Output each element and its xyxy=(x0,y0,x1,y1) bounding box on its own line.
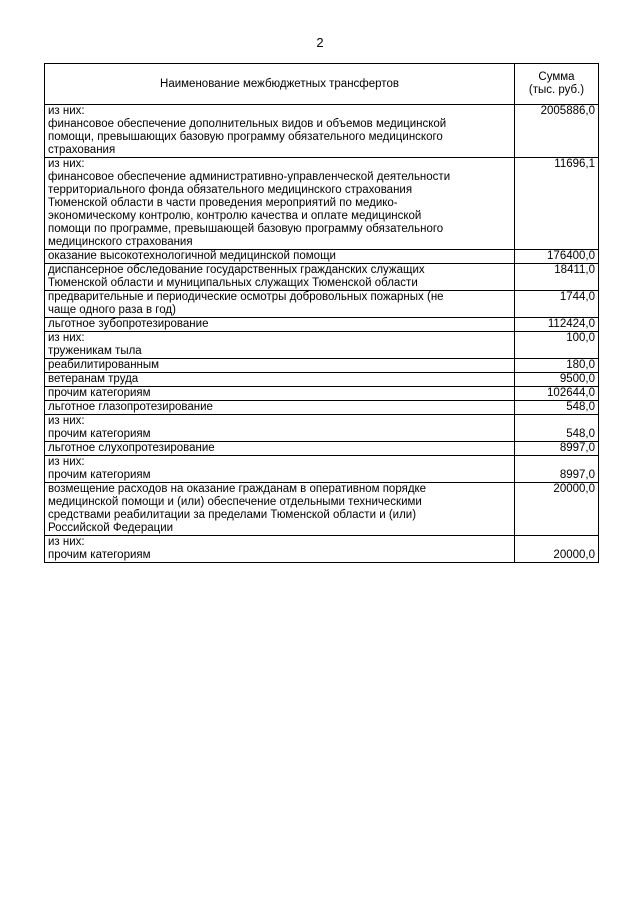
transfer-sum-cell: 548,0 xyxy=(515,415,599,442)
transfer-sum-cell: 8997,0 xyxy=(515,442,599,456)
transfer-name-line: из них: xyxy=(48,415,85,427)
header-sum xyxy=(515,64,599,105)
table-row xyxy=(45,401,599,415)
table-row xyxy=(45,387,599,401)
transfer-name-line: прочим категориям xyxy=(48,387,151,399)
transfer-sum-cell: 1744,0 xyxy=(515,291,599,318)
table-row xyxy=(45,264,599,291)
transfer-name-cell xyxy=(45,483,515,536)
transfer-name-line: прочим категориям xyxy=(48,549,151,561)
header-sum-unit: (тыс. руб.) xyxy=(528,84,585,96)
transfer-name-line: диспансерное обследование государственных гражданских служащих xyxy=(48,264,425,276)
transfer-name-line: помощи по программе, превышающей базовую программу обязательного xyxy=(48,223,444,235)
transfer-name-line: ветеранам труда xyxy=(48,373,139,385)
transfer-name-line: медицинского страхования xyxy=(48,236,193,248)
transfer-name-line: из них: xyxy=(48,456,85,468)
transfer-sum-cell: 2005886,0 xyxy=(515,105,599,158)
transfer-name-cell xyxy=(45,415,515,442)
transfer-name-cell xyxy=(45,105,515,158)
table-row xyxy=(45,359,599,373)
transfers-table xyxy=(44,63,599,563)
transfer-name-cell xyxy=(45,373,515,387)
transfer-name-line: льготное слухопротезирование xyxy=(48,442,215,454)
transfer-name-cell xyxy=(45,318,515,332)
transfer-name-cell xyxy=(45,456,515,483)
transfer-sum-cell: 112424,0 xyxy=(515,318,599,332)
transfer-name-line: Тюменской области и муниципальных служащих Тюменской области xyxy=(48,277,418,289)
transfer-sum-cell: 8997,0 xyxy=(515,456,599,483)
transfer-name-line: оказание высокотехнологичной медицинской помощи xyxy=(48,250,336,262)
transfer-name-line: из них: xyxy=(48,105,85,117)
table-row xyxy=(45,536,599,563)
transfer-name-cell xyxy=(45,250,515,264)
transfer-name-line: реабилитированным xyxy=(48,359,160,371)
table-header-row xyxy=(45,64,599,105)
transfer-sum-cell: 102644,0 xyxy=(515,387,599,401)
transfer-name-cell xyxy=(45,442,515,456)
transfer-name-line: помощи, превышающих базовую программу обязательного медицинского xyxy=(48,131,443,143)
table-row xyxy=(45,105,599,158)
transfer-sum-cell: 9500,0 xyxy=(515,373,599,387)
transfer-name-line: из них: xyxy=(48,536,85,548)
transfer-name-cell xyxy=(45,158,515,250)
transfer-name-cell xyxy=(45,387,515,401)
transfer-name-line: из них: xyxy=(48,158,85,170)
transfer-sum-cell: 20000,0 xyxy=(515,483,599,536)
transfer-sum-cell: 18411,0 xyxy=(515,264,599,291)
transfer-sum-cell: 20000,0 xyxy=(515,536,599,563)
transfer-name-line: из них: xyxy=(48,332,85,344)
transfer-name-line: средствами реабилитации за пределами Тюменской области и (или) xyxy=(48,509,417,521)
transfer-name-line: льготное зубопротезирование xyxy=(48,318,209,330)
table-row xyxy=(45,456,599,483)
table-row xyxy=(45,318,599,332)
table-row xyxy=(45,415,599,442)
transfer-name-line: финансовое обеспечение административно-управленческой деятельности xyxy=(48,171,451,183)
transfer-name-line: Тюменской области в части проведения мероприятий по медико- xyxy=(48,197,398,209)
transfer-sum-cell: 180,0 xyxy=(515,359,599,373)
transfer-name-cell xyxy=(45,291,515,318)
transfer-name-line: прочим категориям xyxy=(48,469,151,481)
table-row xyxy=(45,158,599,250)
transfer-name-line: экономическому контролю, контролю качества и оплате медицинской xyxy=(48,210,422,222)
transfer-name-cell xyxy=(45,536,515,563)
transfer-name-line: прочим категориям xyxy=(48,428,151,440)
header-name: Наименование межбюджетных трансфертов xyxy=(45,64,515,105)
transfer-name-line: чаще одного раза в год) xyxy=(48,304,176,316)
table-row xyxy=(45,291,599,318)
transfer-name-line: финансовое обеспечение дополнительных видов и объемов медицинской xyxy=(48,118,447,130)
transfer-sum-cell: 100,0 xyxy=(515,332,599,359)
transfer-name-line: возмещение расходов на оказание гражданам в оперативном порядке xyxy=(48,483,427,495)
transfer-sum-cell: 11696,1 xyxy=(515,158,599,250)
transfer-name-line: труженикам тыла xyxy=(48,345,142,357)
table-row xyxy=(45,373,599,387)
table-row xyxy=(45,483,599,536)
transfer-name-line: предварительные и периодические осмотры добровольных пожарных (не xyxy=(48,291,444,303)
transfer-name-cell xyxy=(45,359,515,373)
transfer-name-cell xyxy=(45,401,515,415)
header-sum-title: Сумма xyxy=(538,71,575,83)
transfer-name-line: территориального фонда обязательного медицинского страхования xyxy=(48,184,413,196)
transfer-sum-cell: 176400,0 xyxy=(515,250,599,264)
table-row xyxy=(45,332,599,359)
transfer-name-cell xyxy=(45,332,515,359)
page-number: 2 xyxy=(316,35,324,50)
table-row xyxy=(45,250,599,264)
transfer-name-line: страхования xyxy=(48,144,116,156)
transfer-name-line: льготное глазопротезирование xyxy=(48,401,213,413)
transfer-name-cell xyxy=(45,264,515,291)
transfer-name-line: Российской Федерации xyxy=(48,522,174,534)
transfer-name-line: медицинской помощи и (или) обеспечение отдельными техническими xyxy=(48,496,422,508)
table-row xyxy=(45,442,599,456)
transfer-sum-cell: 548,0 xyxy=(515,401,599,415)
